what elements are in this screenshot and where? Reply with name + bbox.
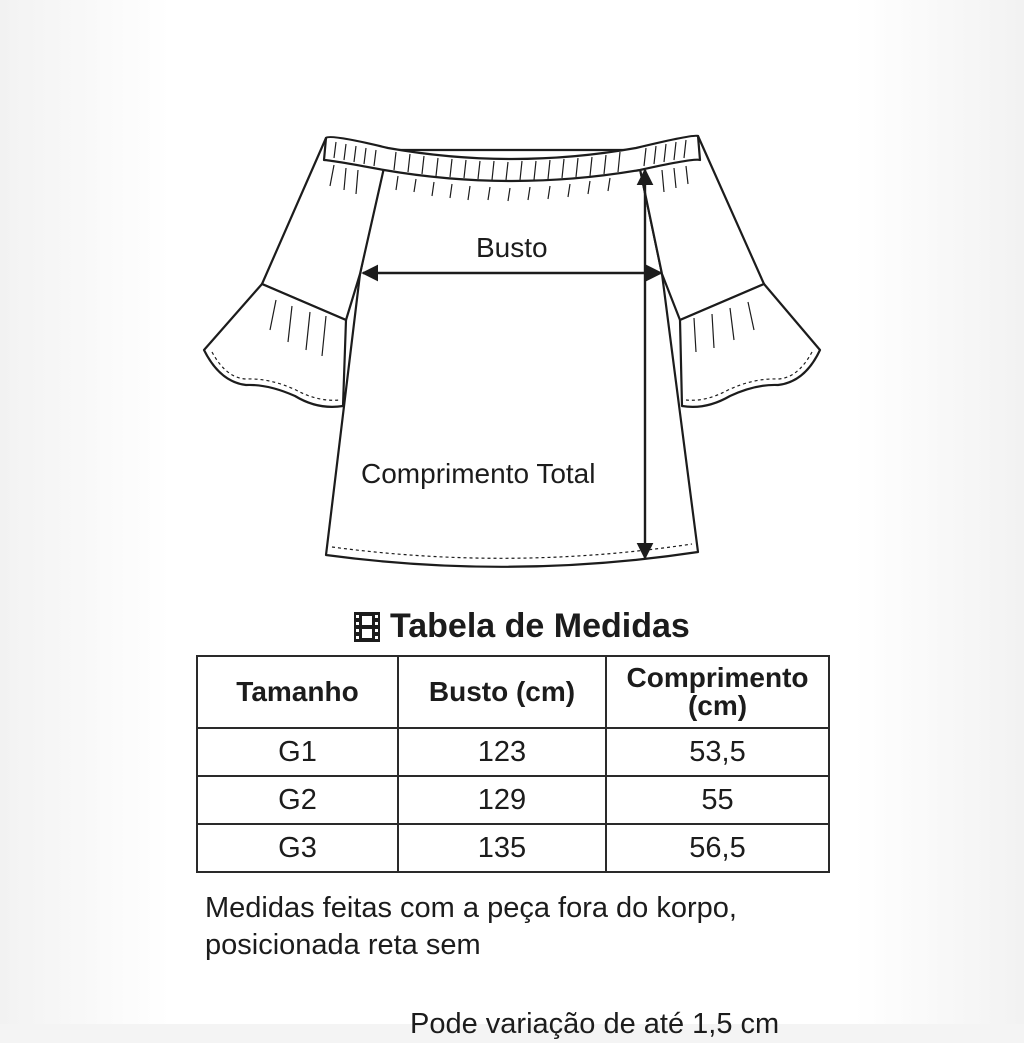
header-bust: Busto (cm) (398, 656, 606, 728)
total-length-label: Comprimento Total (361, 458, 596, 489)
note-line-1: Medidas feitas com a peça fora do korpo, (205, 892, 737, 924)
length-cell: 55 (606, 776, 829, 824)
size-table-title (354, 607, 690, 646)
table-row (197, 776, 829, 824)
bust-cell: 123 (398, 728, 606, 776)
header-length: Comprimento (cm) (606, 656, 829, 728)
header-size: Tamanho (197, 656, 398, 728)
film-strip-icon (354, 612, 380, 642)
measurement-note (205, 890, 825, 964)
table-header-row (197, 656, 829, 728)
table-row (197, 824, 829, 872)
size-table-title-text: Tabela de Medidas (390, 607, 690, 645)
bust-cell: 129 (398, 776, 606, 824)
length-cell: 53,5 (606, 728, 829, 776)
variation-note: Pode variação de até 1,5 cm (410, 1008, 780, 1040)
bust-label: Busto (476, 232, 548, 263)
note-line-2: posicionada reta sem (205, 929, 481, 961)
size-table (196, 655, 830, 873)
size-cell: G1 (197, 728, 398, 776)
size-cell: G3 (197, 824, 398, 872)
bust-cell: 135 (398, 824, 606, 872)
size-cell: G2 (197, 776, 398, 824)
blouse-body (326, 150, 698, 567)
length-cell: 56,5 (606, 824, 829, 872)
table-row (197, 728, 829, 776)
